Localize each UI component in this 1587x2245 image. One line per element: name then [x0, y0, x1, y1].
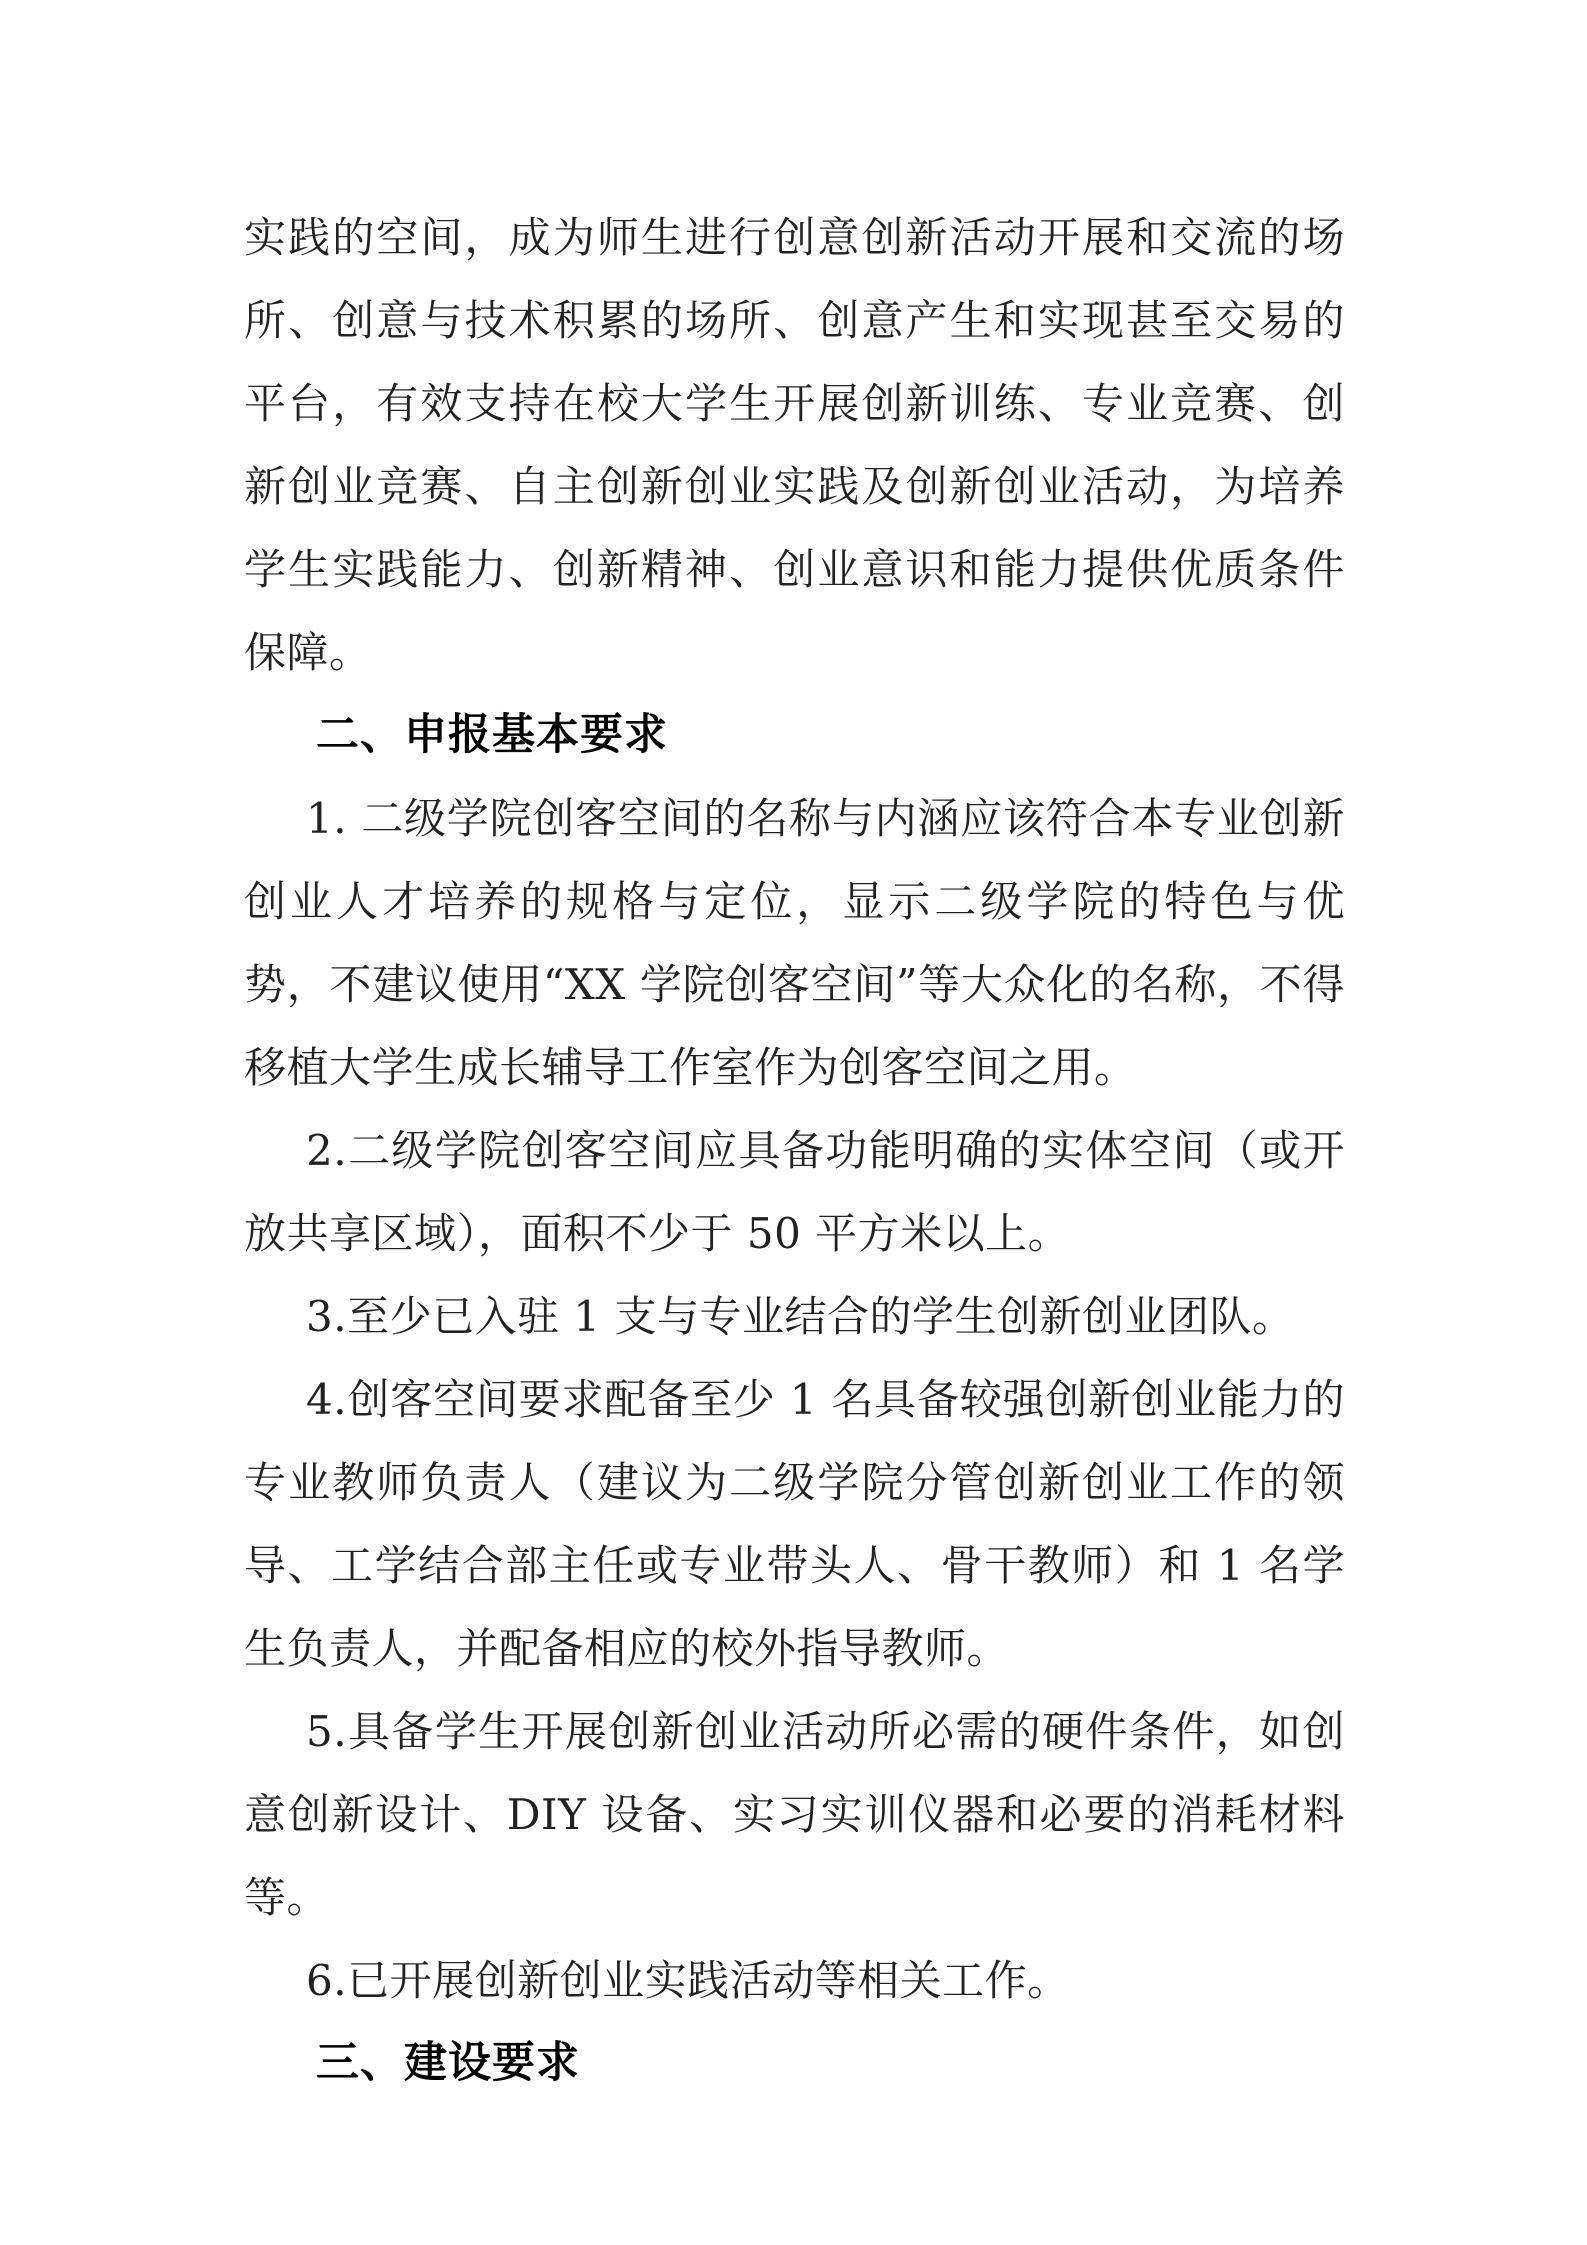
paragraph-item-4: 4.创客空间要求配备至少 1 名具备较强创新创业能力的专业教师负责人（建议为二级学院分管创新创业工作的领导、工学结合部主任或专业带头人、骨干教师）和 1 名学生负责人，并配备相应的校外指导教师。 [244, 1375, 1345, 1673]
continued-paragraph: 实践的空间，成为师生进行创意创新活动开展和交流的场所、创意与技术积累的场所、创意产生和实现甚至交易的平台，有效支持在校大学生开展创新训练、专业竞赛、创新创业竞赛、自主创新创业实践及创新创业活动，为培养学生实践能力、创新精神、创业意识和能力提供优质条件保障。 [244, 213, 1345, 677]
paragraph-item-2: 2.二级学院创客空间应具备功能明确的实体空间（或开放共享区域），面积不少于 50 平方米以上。 [244, 1126, 1345, 1258]
paragraph-item-6: 6.已开展创新创业实践活动等相关工作。 [306, 1956, 1070, 2005]
paragraph-item-1: 1. 二级学院创客空间的名称与内涵应该符合本专业创新创业人才培养的规格与定位，显示二级学院的特色与优势，不建议使用“XX 学院创客空间”等大众化的名称，不得移植大学生成长辅导工作室作为创客空间之用。 [244, 794, 1345, 1092]
document-text-block [244, 196, 1345, 2105]
paragraph-item-3: 3.至少已入驻 1 支与专业结合的学生创新创业团队。 [306, 1292, 1295, 1341]
paragraph-item-5: 5.具备学生开展创新创业活动所必需的硬件条件，如创意创新设计、DIY 设备、实习实训仪器和必要的消耗材料等。 [244, 1707, 1345, 1922]
heading-section-2: 二、申报基本要求 [316, 710, 668, 760]
heading-section-3: 三、建设要求 [316, 2038, 580, 2088]
